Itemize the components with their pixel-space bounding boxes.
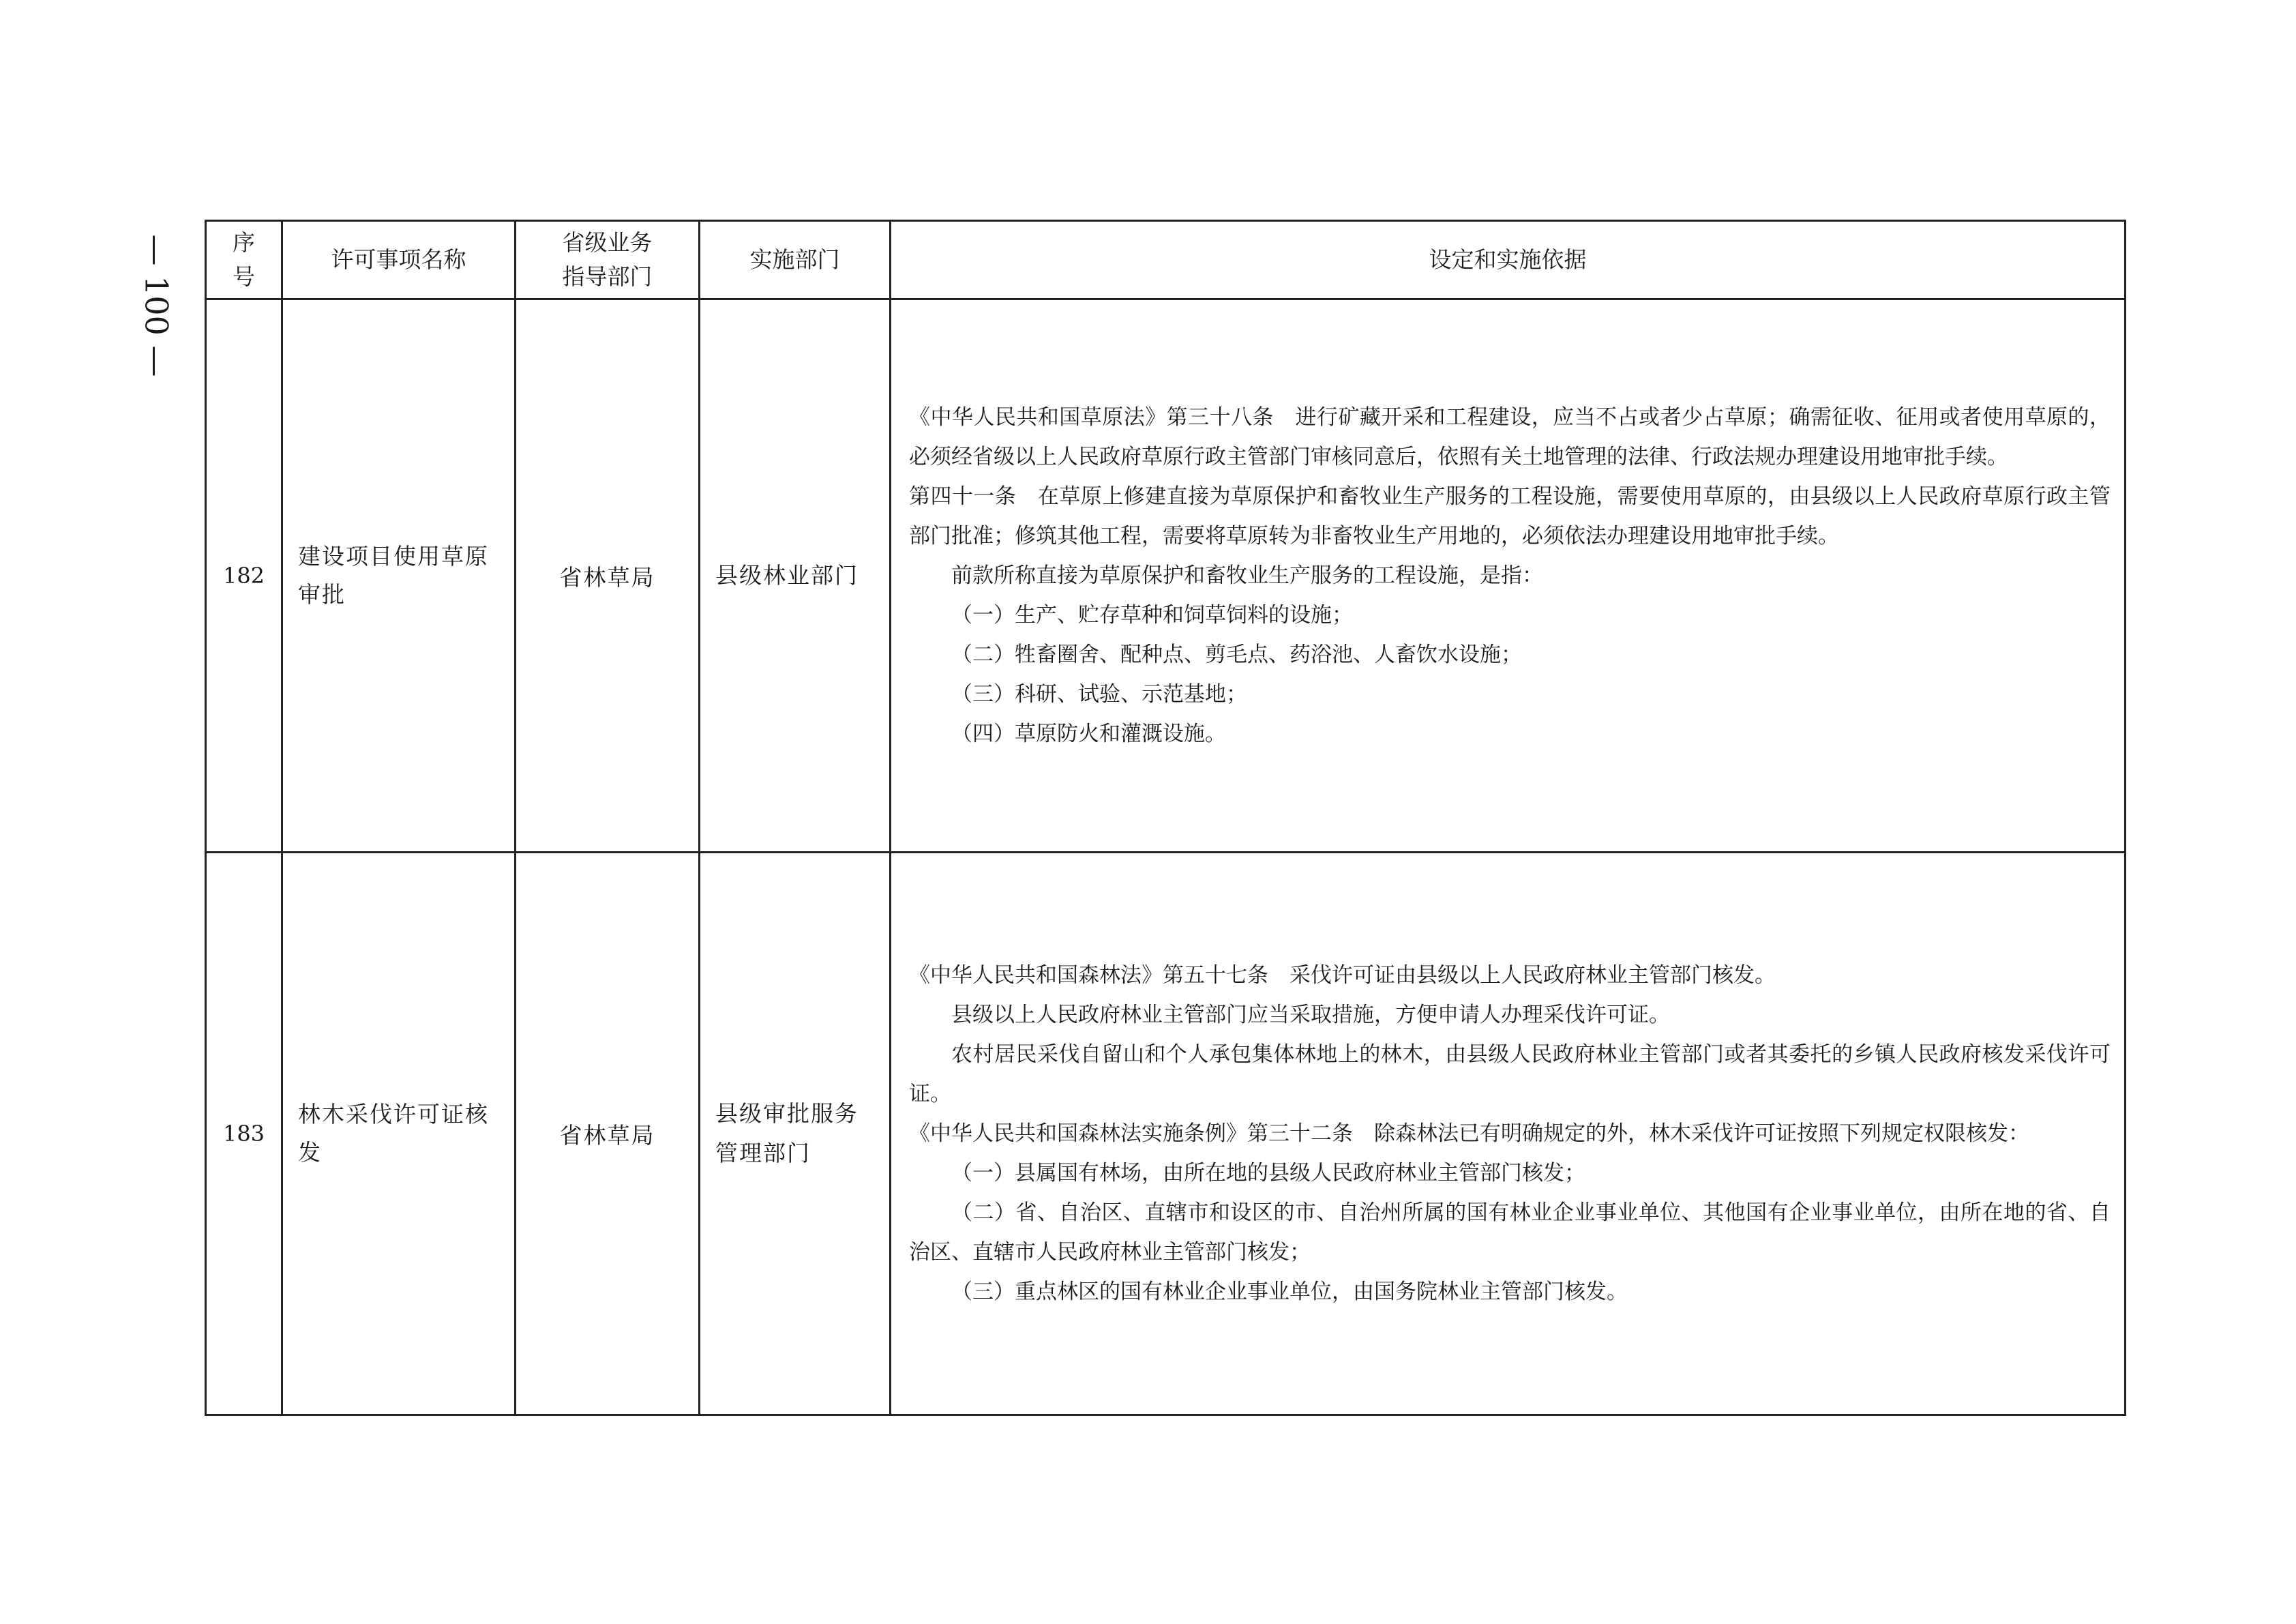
basis-paragraph: （三）重点林区的国有林业企业事业单位，由国务院林业主管部门核发。 [951, 1280, 1628, 1304]
basis-paragraph: 前款所称直接为草原保护和畜牧业生产服务的工程设施，是指： [951, 563, 1543, 588]
table-row [206, 853, 2126, 1415]
basis-paragraph: （三）科研、试验、示范基地； [951, 682, 1247, 707]
header-impl: 实施部门 [700, 221, 891, 299]
basis-paragraph: （二）省、自治区、直辖市和设区的市、自治州所属的国有林业企业事业单位、其他国有企业事业单位，由所在地的省、自治区、直辖市人民政府林业主管部门核发； [909, 1200, 2111, 1265]
row-impl-dept: 县级审批服务管理部门 [700, 853, 891, 1415]
row-permit-name: 林木采伐许可证核发 [282, 853, 516, 1415]
page-number-text: — 100 — [138, 234, 176, 377]
basis-paragraph: 《中华人民共和国草原法》第三十八条 进行矿藏开采和工程建设，应当不占或者少占草原；确需征收、征用或者使用草原的，必须经省级以上人民政府草原行政主管部门审核同意后，依照有关土地管理的法律、行政法规办理建设用地审批手续。 [909, 405, 2111, 469]
row-basis [891, 853, 2126, 1415]
basis-paragraph: （一）县属国有林场，由所在地的县级人民政府林业主管部门核发； [951, 1161, 1585, 1185]
row-seq: 183 [206, 853, 282, 1415]
permit-table [205, 220, 2126, 1416]
header-basis: 设定和实施依据 [891, 221, 2126, 299]
row-impl-dept: 县级林业部门 [700, 299, 891, 853]
basis-paragraph: 《中华人民共和国森林法》第五十七条 采伐许可证由县级以上人民政府林业主管部门核发。 [909, 963, 1776, 988]
basis-paragraph: （二）牲畜圈舍、配种点、剪毛点、药浴池、人畜饮水设施； [951, 643, 1522, 667]
basis-paragraph: 县级以上人民政府林业主管部门应当采取措施，方便申请人办理采伐许可证。 [951, 1003, 1670, 1027]
basis-paragraph: （四）草原防火和灌溉设施。 [951, 722, 1226, 746]
header-name: 许可事项名称 [282, 221, 516, 299]
basis-paragraph: 农村居民采伐自留山和个人承包集体林地上的林木，由县级人民政府林业主管部门或者其委托的乡镇人民政府核发采伐许可证。 [909, 1042, 2111, 1106]
row-basis [891, 299, 2126, 853]
row-guide-dept: 省林草局 [516, 299, 700, 853]
page-number [102, 217, 211, 394]
basis-paragraph: 第四十一条 在草原上修建直接为草原保护和畜牧业生产服务的工程设施，需要使用草原的，由县级以上人民政府草原行政主管部门批准；修筑其他工程，需要将草原转为非畜牧业生产用地的，必须依法办理建设用地审批手续。 [909, 484, 2111, 548]
basis-paragraph: （一）生产、贮存草种和饲草饲料的设施； [951, 603, 1353, 628]
table-header-row [206, 221, 2126, 299]
basis-paragraph: 《中华人民共和国森林法实施条例》第三十二条 除森林法已有明确规定的外，林木采伐许可证按照下列规定权限核发： [909, 1121, 2029, 1146]
row-permit-name: 建设项目使用草原审批 [282, 299, 516, 853]
header-seq: 序 号 [206, 221, 282, 299]
row-seq: 182 [206, 299, 282, 853]
header-dept: 省级业务 指导部门 [516, 221, 700, 299]
row-guide-dept: 省林草局 [516, 853, 700, 1415]
table-row [206, 299, 2126, 853]
